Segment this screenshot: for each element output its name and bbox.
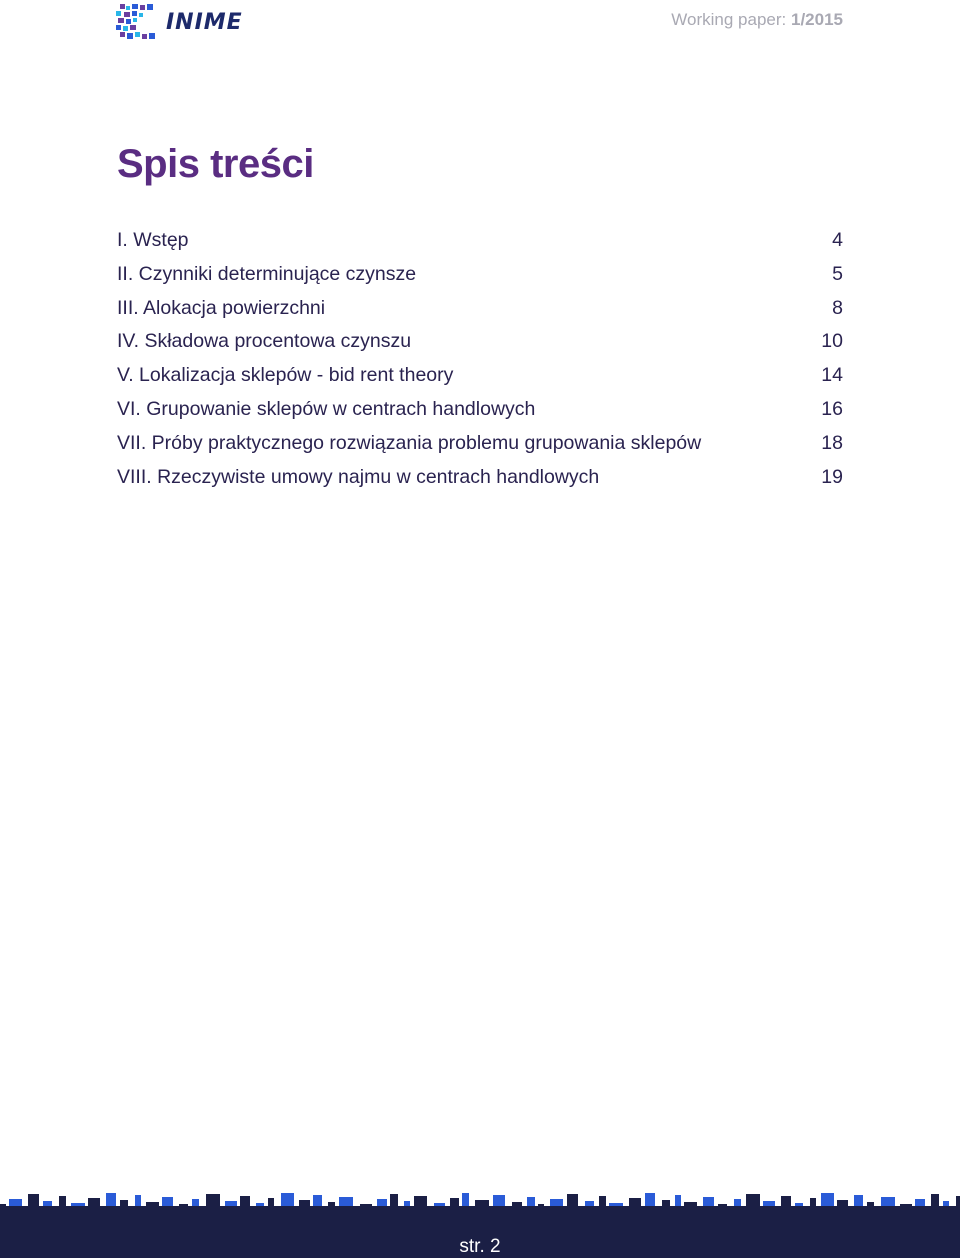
toc-item-label: IV. Składowa procentowa czynszu: [117, 330, 412, 353]
toc-item[interactable]: [117, 330, 843, 364]
toc-item-label: I. Wstęp: [117, 229, 189, 251]
working-paper-label: [671, 10, 843, 30]
page-number: str. 2: [459, 1236, 501, 1257]
toc-item-page: 14: [821, 364, 843, 387]
toc-item[interactable]: [117, 398, 843, 432]
footer-pixel-strip: [0, 1192, 960, 1212]
toc-item-label: VI. Grupowanie sklepów w centrach handlowych: [117, 397, 536, 420]
toc-item-page: 18: [821, 431, 843, 454]
toc-item-page: 5: [832, 262, 843, 285]
toc-item[interactable]: [117, 297, 843, 331]
toc-item-page: 16: [821, 397, 843, 420]
working-paper-caption: Working paper:: [671, 10, 787, 29]
toc-item[interactable]: [117, 263, 843, 297]
toc-item-page: 4: [832, 229, 843, 251]
logo-text: INIME: [166, 9, 243, 35]
working-paper-number: 1/2015: [791, 10, 843, 29]
toc-item[interactable]: [117, 432, 843, 466]
toc-item-label: II. Czynniki determinujące czynsze: [117, 262, 417, 285]
toc-item[interactable]: [117, 466, 843, 500]
toc-item-label: V. Lokalizacja sklepów - bid rent theory: [117, 364, 454, 387]
toc-item[interactable]: [117, 364, 843, 398]
toc-item-label: III. Alokacja powierzchni: [117, 296, 326, 319]
toc-title: Spis treści: [117, 142, 314, 186]
toc-item-page: 8: [832, 296, 843, 319]
inime-pixel-logo-icon: [116, 4, 158, 40]
toc-item[interactable]: [117, 229, 843, 263]
toc-item-label: VIII. Rzeczywiste umowy najmu w centrach handlowych: [117, 465, 600, 488]
toc-item-page: 10: [821, 330, 843, 353]
table-of-contents: [117, 229, 843, 499]
toc-item-label: VII. Próby praktycznego rozwiązania problemu grupowania sklepów: [117, 431, 702, 454]
inime-logo: [116, 4, 243, 40]
toc-item-page: 19: [821, 465, 843, 488]
